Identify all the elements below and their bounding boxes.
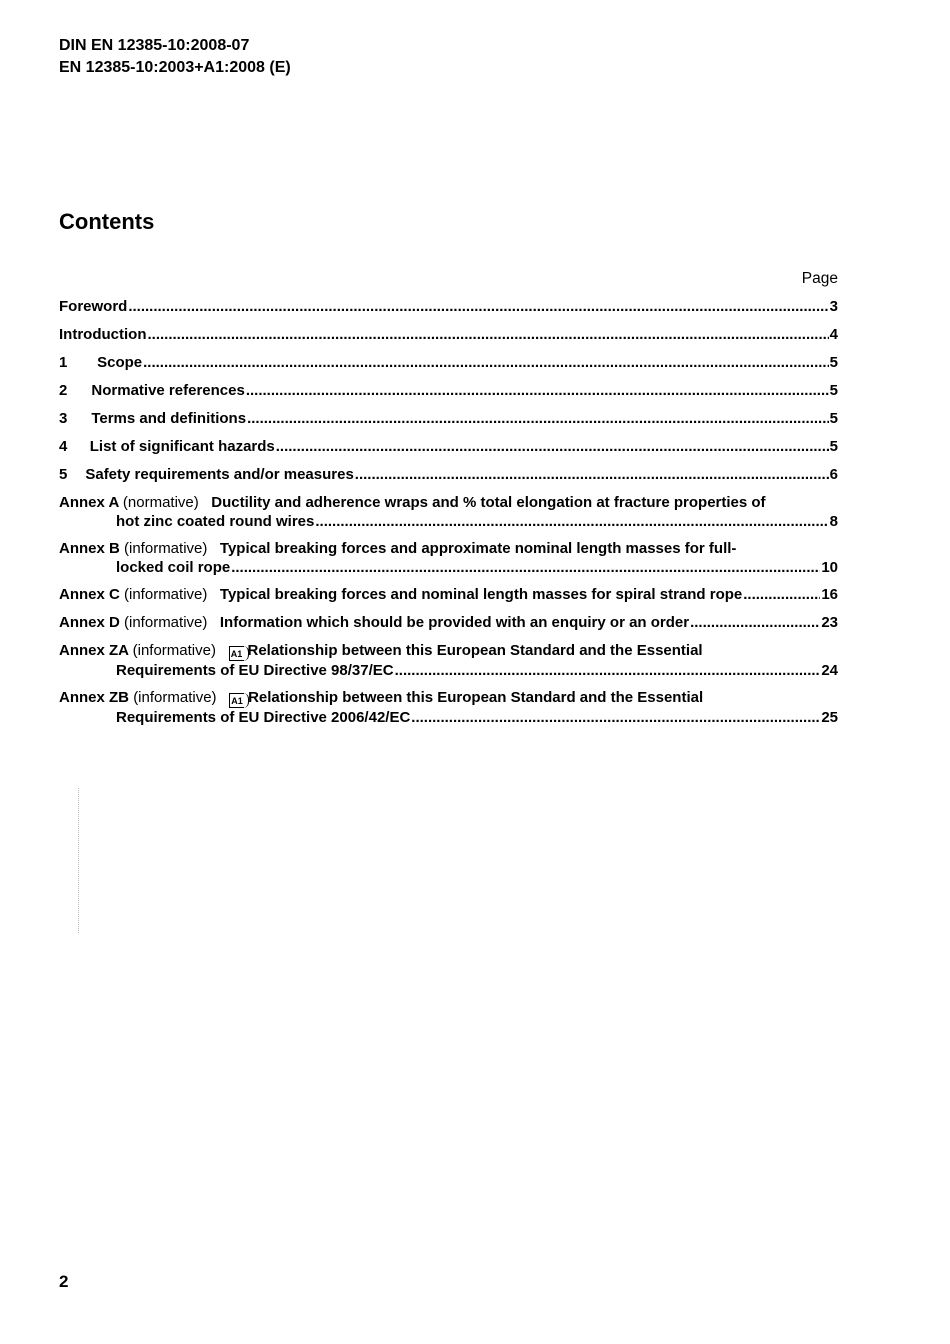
toc-entry-number: 1 [59, 354, 68, 371]
toc-leader-dots [276, 437, 829, 456]
toc-entry-safety-requirements[interactable] [59, 465, 838, 484]
annex-title-line1: Relationship between this European Standard and the Essential [247, 642, 703, 659]
annex-nature: (informative) [124, 540, 208, 557]
annex-id: Annex C [59, 586, 120, 603]
toc-entry-annex-za[interactable] [59, 641, 838, 680]
toc-entry-page: 10 [821, 559, 838, 576]
margin-dotted-marks [78, 788, 83, 933]
annex-id: Annex ZB [59, 689, 130, 706]
annex-title-line1: Typical breaking forces and approximate nominal length masses for full- [219, 540, 737, 557]
toc-entry-annex-c[interactable] [59, 585, 838, 604]
toc-entry-significant-hazards[interactable] [59, 437, 838, 456]
toc-entry-introduction[interactable] [59, 325, 838, 344]
document-header [59, 35, 291, 79]
toc-leader-dots [690, 613, 820, 632]
toc-leader-dots [315, 512, 828, 531]
header-en-number: EN 12385-10:2003+A1:2008 (E) [59, 59, 291, 76]
annex-id: Annex ZA [59, 642, 129, 659]
toc-entry-terms-definitions[interactable] [59, 409, 838, 428]
annex-title-line2: locked coil rope [116, 559, 231, 576]
toc-entry-page: 25 [821, 709, 838, 726]
page-column-label: Page [801, 270, 838, 287]
toc-entry-label: List of significant hazards [89, 438, 275, 455]
toc-entry-normative-references[interactable] [59, 381, 838, 400]
toc-leader-dots [231, 558, 820, 577]
toc-entry-number: 2 [59, 382, 68, 399]
toc-leader-dots [355, 465, 829, 484]
toc-entry-number: 4 [59, 438, 68, 455]
toc-leader-dots [411, 708, 820, 727]
toc-entry-scope[interactable] [59, 353, 838, 372]
toc-entry-label: Safety requirements and/or measures [85, 466, 354, 483]
toc-entry-annex-b[interactable] [59, 539, 838, 577]
toc-entry-page: 5 [829, 382, 838, 399]
toc-leader-dots [743, 585, 820, 604]
annex-title-line2: Requirements of EU Directive 2006/42/EC [116, 709, 411, 726]
toc-entry-label: Normative references [91, 382, 245, 399]
toc-entry-annex-a[interactable] [59, 493, 838, 531]
toc-entry-page: 3 [829, 298, 838, 315]
toc-leader-dots [143, 353, 829, 372]
toc-entry-page: 23 [821, 614, 838, 631]
toc-entry-label: Foreword [59, 298, 128, 315]
toc-leader-dots [395, 661, 821, 680]
toc-entry-page: 5 [829, 438, 838, 455]
annex-nature: (informative) [124, 614, 208, 631]
toc-entry-page: 24 [821, 662, 838, 679]
toc-entry-page: 4 [829, 326, 838, 343]
toc-entry-page: 8 [829, 513, 838, 530]
annex-title-line2: Requirements of EU Directive 98/37/EC [116, 662, 394, 679]
toc-leader-dots [247, 409, 829, 428]
toc-entry-number: 5 [59, 466, 68, 483]
page-number: 2 [59, 1272, 69, 1291]
amendment-a1-marker-icon: A1 [229, 693, 244, 708]
toc-entry-page: 5 [829, 410, 838, 427]
toc-leader-dots [147, 325, 828, 344]
toc-entry-page: 16 [821, 586, 838, 603]
annex-title-line1: Information which should be provided with an enquiry or an order [219, 614, 690, 631]
header-din-number: DIN EN 12385-10:2008-07 [59, 37, 250, 54]
toc-entry-label: Introduction [59, 326, 147, 343]
annex-title-line1: Ductility and adherence wraps and % total elongation at fracture properties of [211, 494, 766, 511]
toc-entry-page: 5 [829, 354, 838, 371]
annex-title-line1: Relationship between this European Standard and the Essential [248, 689, 704, 706]
toc-leader-dots [246, 381, 829, 400]
annex-id: Annex D [59, 614, 120, 631]
toc-entry-number: 3 [59, 410, 68, 427]
toc-leader-dots [128, 297, 828, 316]
annex-title-line1: Typical breaking forces and nominal length masses for spiral strand rope [219, 586, 743, 603]
toc-entry-annex-d[interactable] [59, 613, 838, 632]
amendment-a1-marker-icon: A1 [229, 646, 244, 661]
annex-id: Annex A [59, 494, 119, 511]
page-title: Contents [59, 209, 155, 234]
annex-nature: (normative) [122, 494, 199, 511]
toc-entry-label: Scope [97, 354, 143, 371]
toc-entry-page: 6 [829, 466, 838, 483]
toc-entry-annex-zb[interactable] [59, 688, 838, 727]
annex-nature: (informative) [124, 586, 208, 603]
annex-id: Annex B [59, 540, 120, 557]
table-of-contents [59, 297, 838, 735]
toc-entry-foreword[interactable] [59, 297, 838, 316]
annex-title-line2: hot zinc coated round wires [116, 513, 315, 530]
annex-nature: (informative) [133, 689, 217, 706]
annex-nature: (informative) [132, 642, 216, 659]
toc-entry-label: Terms and definitions [91, 410, 247, 427]
